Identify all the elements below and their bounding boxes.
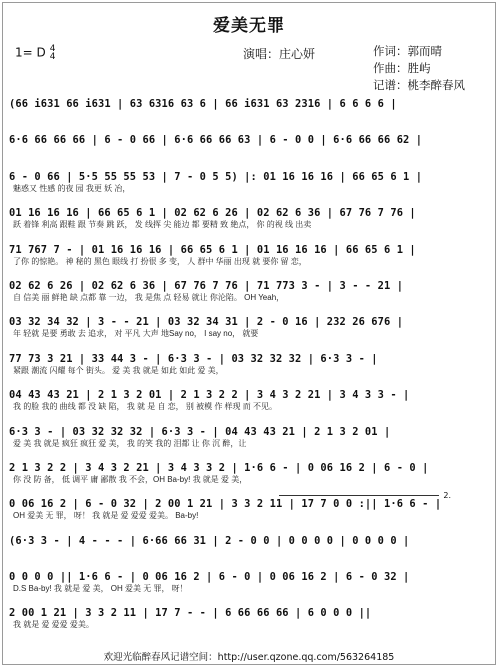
note-line: 6·6 66 66 66 | 6 - 0 66 | 6·6 66 66 63 | 6 - 0 0 | 6·6 66 66 62 | [9,134,423,147]
note-line: 6 - 0 66 | 5·5 55 55 53 | 7 - 0 5 5) |: 01 16 16 16 | 66 65 6 1 | [9,170,423,183]
lyric-line: D.S Ba-by! 我 就是 爱 美， OH 爱美 无 罪， 呀！ [13,584,188,594]
note-line: 02 62 6 26 | 02 62 6 36 | 67 76 7 76 | 71 773 3 - | 3 - - 21 | [9,279,404,292]
notation-staff [9,95,491,641]
time-bottom: 4 [49,52,56,62]
lyric-line: 紧跟 潮流 闪耀 每个 街头。 爱 美 我 就是 如此 如此 爱 美， [13,365,224,375]
lyricist-credit: 作词：郭而晴 [373,44,442,58]
score-sheet [2,2,496,665]
lyric-line: 年 轻就 是要 勇敢 去 追求， 对 平凡 大声 地Say no， I say no， 就要 [13,329,259,339]
lyric-line: 魅惑又 性感 的夜 园 我更 妖 冶， [13,183,131,193]
note-line: 01 16 16 16 | 66 65 6 1 | 02 62 6 26 | 02 62 6 36 | 67 76 7 76 | [9,207,416,220]
note-line: 6·3 3 - | 03 32 32 32 | 6·3 3 - | 04 43 43 21 | 2 1 3 2 01 | [9,425,391,438]
lyric-line: 我 就是 爱 爱爱 爱美。 [13,620,94,630]
note-line: 03 32 34 32 | 3 - - 21 | 03 32 34 31 | 2 - 0 16 | 232 26 676 | [9,316,404,329]
note-line: 77 73 3 21 | 33 44 3 - | 6·3 3 - | 03 32 32 32 | 6·3 3 - | [9,352,378,365]
note-line: (66 i631 66 i631 | 63 6316 63 6 | 66 i631 63 2316 | 6 6 6 6 | [9,98,397,110]
composer-credit: 作曲：胜屿 [373,61,431,75]
staff-system [9,313,491,349]
lyric-line: 了你 的惊艳。 神 秘的 黑色 眼线 打 扮很 多 变， 人 群中 华丽 出现 就 要你 留 恋， [13,256,307,266]
staff-system [9,95,491,131]
staff-system [9,459,491,495]
lyric-line: 自 信美 丽 鲜艳 缺 点都 靠 一边， 我 是焦 点 轻易 就让 你沦陷。 OH Yeah， [13,292,285,302]
note-line: 71 767 7 - | 01 16 16 16 | 66 65 6 1 | 01 16 16 16 | 66 65 6 1 | [9,243,416,256]
lyric-line: 你 没 防 备， 低 调平 庸 鄙散 我 不会，OH Ba-by! 我 就是 爱 美， [13,474,248,484]
staff-system [9,532,491,568]
time-top: 4 [49,44,56,54]
key-label: 1= D [15,45,46,60]
staff-system [9,241,491,277]
volta-marker: 2. [279,491,451,500]
note-line: 2 1 3 2 2 | 3 4 3 2 21 | 3 4 3 3 2 | 1·6 6 - | 0 06 16 2 | 6 - 0 | [9,461,429,474]
key-signature [15,45,55,61]
staff-system [9,204,491,240]
note-line: (6·3 3 - | 4 - - - | 6·66 66 31 | 2 - 0 0 | 0 0 0 0 | 0 0 0 0 | [9,534,410,547]
time-signature [50,45,56,61]
staff-system [9,423,491,459]
staff-system [9,386,491,422]
footer-note: 欢迎光临醉春风记谱空间：http://user.qzone.qq.com/563264185 [103,652,395,663]
song-title: 爱美无罪 [213,16,285,36]
lyric-line: 爱 美 我 就是 疯狂 疯狂 爱 美， 我 的笑 我的 泪都 让 你 沉 醉，让 [13,438,247,448]
staff-system [9,131,491,167]
transcriber-credit: 记谱：桃李醉春风 [373,78,465,92]
staff-system [9,350,491,386]
staff-system [9,568,491,604]
staff-system [9,277,491,313]
credits-block [373,43,465,94]
lyric-line: OH 爱美 无 罪， 呀！ 我 就是 爱 爱爱 爱美。 Ba-by! [13,511,199,521]
lyric-line: 我 的脸 我的 曲线 都 没 缺 陷， 我 就 是 自 恋， 别 被模 作 样现 而 不见。 [13,402,278,412]
staff-system [9,604,491,640]
singer-credit: 演唱：庄心妍 [243,47,316,61]
staff-system [9,491,491,531]
note-line: 0 0 0 0 || 1·6 6 - | 0 06 16 2 | 6 - 0 | 0 06 16 2 | 6 - 0 32 | [9,571,410,584]
note-line: 0 06 16 2 | 6 - 0 32 | 2 00 1 21 | 3 3 2 11 | 17 7 0 0 :|| 1·6 6 - | [9,498,442,511]
staff-system [9,168,491,204]
lyric-line: 跃 着锋 利高 跟鞋 跟 节奏 跳 跃， 发 线挥 尖 能边 都 要精 致 絶点， 你 的视 线 出卖 [13,220,312,230]
note-line: 04 43 43 21 | 2 1 3 2 01 | 2 1 3 2 2 | 3 4 3 2 21 | 3 4 3 3 - | [9,389,410,402]
note-line: 2 00 1 21 | 3 3 2 11 | 17 7 - - | 6 66 66 66 | 6 0 0 0 || [9,607,372,620]
